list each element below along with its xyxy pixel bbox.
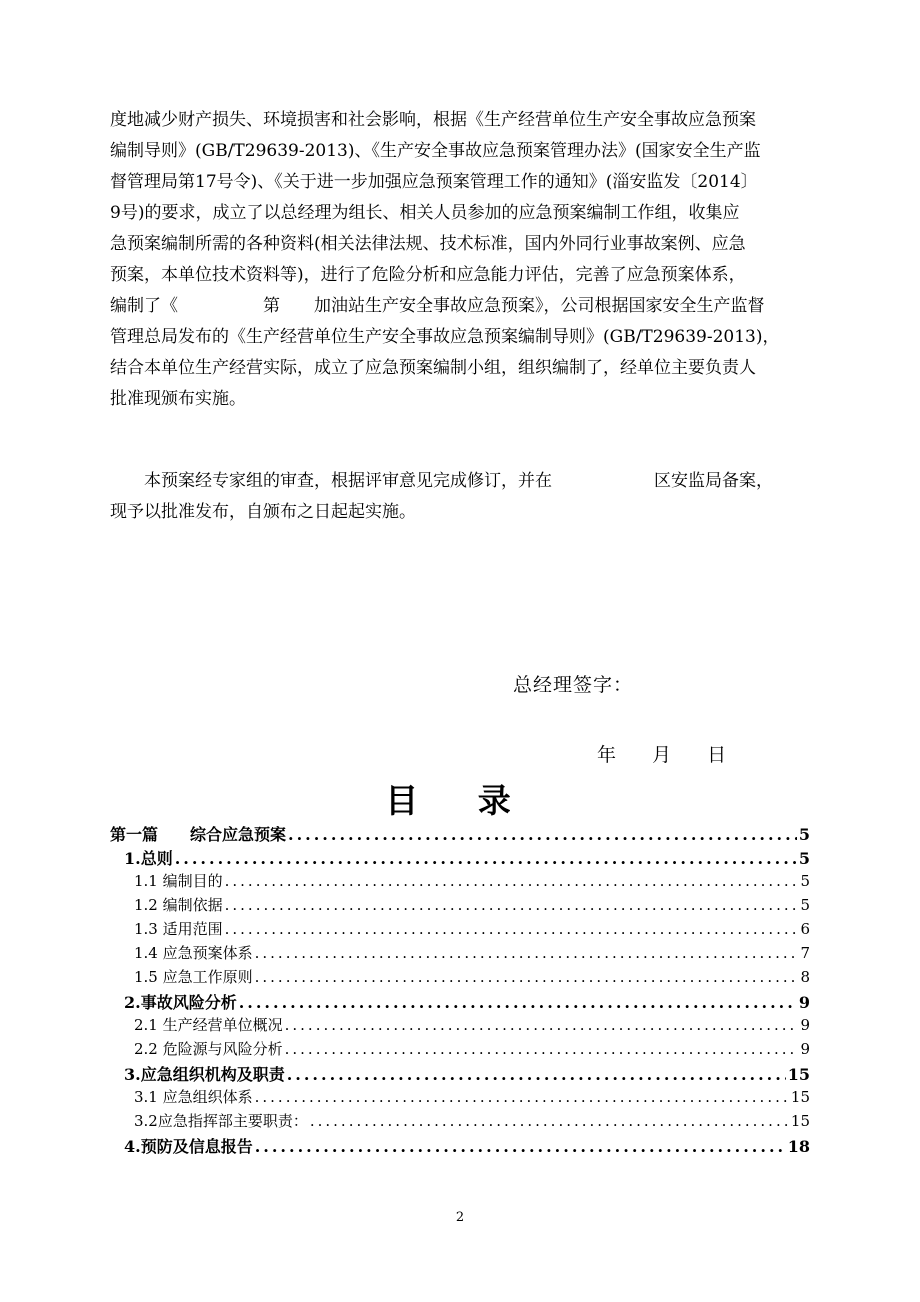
text-line: 预案，本单位技术资料等)，进行了危险分析和应急能力评估，完善了应急预案体系，: [110, 265, 746, 285]
page-number: 2: [455, 1210, 465, 1225]
toc-entry-page: 18: [787, 1137, 810, 1156]
text-line: 管理总局发布的《生产经营单位生产安全事故应急预案编制导则》(GB/T29639-2013)，: [110, 327, 780, 347]
toc-entry-page: 5: [800, 872, 810, 890]
toc-leader: [175, 849, 797, 868]
text-line: 本预案经专家组的审查，根据评审意见完成修订，并在 区安监局备案，: [144, 471, 773, 491]
toc-entry[interactable]: [110, 942, 810, 966]
toc-entry[interactable]: [110, 1086, 810, 1110]
toc-leader: [310, 1112, 789, 1130]
toc-entry[interactable]: [110, 846, 810, 870]
toc-entry-page: 7: [800, 944, 810, 962]
text-line: 督管理局第17号令)、《关于进一步加强应急预案管理工作的通知》(淄安监发〔2014〕: [110, 172, 758, 192]
toc-entry-page: 8: [800, 968, 810, 986]
text-line: 编制了《 第 加油站生产安全事故应急预案》，公司根据国家安全生产监督: [110, 296, 765, 316]
toc-entry-label: 1.3 适用范围: [134, 920, 223, 938]
toc-leader: [255, 1137, 786, 1156]
table-of-contents: [110, 822, 810, 1158]
toc-entry-page: 15: [790, 1112, 810, 1130]
text-line: 现予以批准发布，自颁布之日起起实施。: [110, 502, 416, 522]
toc-leader: [255, 944, 799, 962]
toc-entry[interactable]: [110, 966, 810, 990]
toc-leader: [285, 1016, 799, 1034]
text-line: 急预案编制所需的各种资料(相关法律法规、技术标准，国内外同行业事故案例、应急: [110, 234, 746, 254]
toc-leader: [288, 825, 797, 844]
toc-entry-label: 3.应急组织机构及职责: [124, 1065, 285, 1084]
toc-entry-label: 1.1 编制目的: [134, 872, 223, 890]
toc-entry-label: 3.2应急指挥部主要职责：: [134, 1112, 308, 1130]
toc-entry-page: 9: [800, 1016, 810, 1034]
toc-entry-page: 15: [790, 1088, 810, 1106]
date-year: 年: [597, 744, 617, 766]
toc-leader: [255, 1088, 789, 1106]
toc-entry-page: 6: [800, 920, 810, 938]
toc-entry[interactable]: [110, 1134, 810, 1158]
text-line: 批准现颁布实施。: [110, 389, 246, 409]
toc-entry[interactable]: [110, 1110, 810, 1134]
text-line: 9号)的要求，成立了以总经理为组长、相关人员参加的应急预案编制工作组，收集应: [110, 203, 740, 223]
toc-entry-label: 1.总则: [124, 849, 173, 868]
toc-entry[interactable]: [110, 1062, 810, 1086]
toc-entry-label: 2.事故风险分析: [124, 993, 237, 1012]
signature-date: [597, 740, 756, 767]
date-month: 月: [652, 744, 672, 766]
body-paragraph-1: [110, 105, 810, 415]
toc-entry[interactable]: [110, 1038, 810, 1062]
toc-leader: [239, 993, 797, 1012]
toc-entry[interactable]: [110, 1014, 810, 1038]
toc-leader: [225, 896, 799, 914]
toc-entry-label: 3.1 应急组织体系: [134, 1088, 253, 1106]
toc-entry-page: 5: [798, 825, 810, 844]
toc-entry[interactable]: [110, 822, 810, 846]
toc-entry-page: 9: [800, 1040, 810, 1058]
body-paragraph-2: [110, 466, 810, 528]
toc-entry-label: 2.1 生产经营单位概况: [134, 1016, 283, 1034]
toc-leader: [225, 920, 799, 938]
toc-leader: [225, 872, 799, 890]
toc-entry[interactable]: [110, 990, 810, 1014]
toc-entry-label: 1.4 应急预案体系: [134, 944, 253, 962]
toc-leader: [287, 1065, 786, 1084]
toc-entry-label: 1.2 编制依据: [134, 896, 223, 914]
toc-entry-page: 9: [798, 993, 810, 1012]
text-line: 结合本单位生产经营实际，成立了应急预案编制小组，组织编制了，经单位主要负责人: [110, 358, 756, 378]
toc-entry-page: 15: [787, 1065, 810, 1084]
toc-entry-page: 5: [800, 896, 810, 914]
toc-entry[interactable]: [110, 894, 810, 918]
toc-entry-label: 第一篇 综合应急预案: [110, 825, 287, 844]
text-line: 度地减少财产损失、环境损害和社会影响，根据《生产经营单位生产安全事故应急预案: [110, 110, 756, 130]
signature-label: 总经理签字：: [513, 674, 634, 696]
toc-title: 目 录: [385, 781, 535, 820]
toc-entry-page: 5: [798, 849, 810, 868]
text-line: 编制导则》(GB/T29639-2013)、《生产安全事故应急预案管理办法》(国家安全生产监: [110, 141, 761, 161]
toc-entry-label: 1.5 应急工作原则: [134, 968, 253, 986]
toc-leader: [285, 1040, 799, 1058]
date-day: 日: [707, 744, 727, 766]
toc-entry-label: 4.预防及信息报告: [124, 1137, 253, 1156]
toc-entry-label: 2.2 危险源与风险分析: [134, 1040, 283, 1058]
toc-leader: [255, 968, 799, 986]
toc-entry[interactable]: [110, 870, 810, 894]
toc-entry[interactable]: [110, 918, 810, 942]
